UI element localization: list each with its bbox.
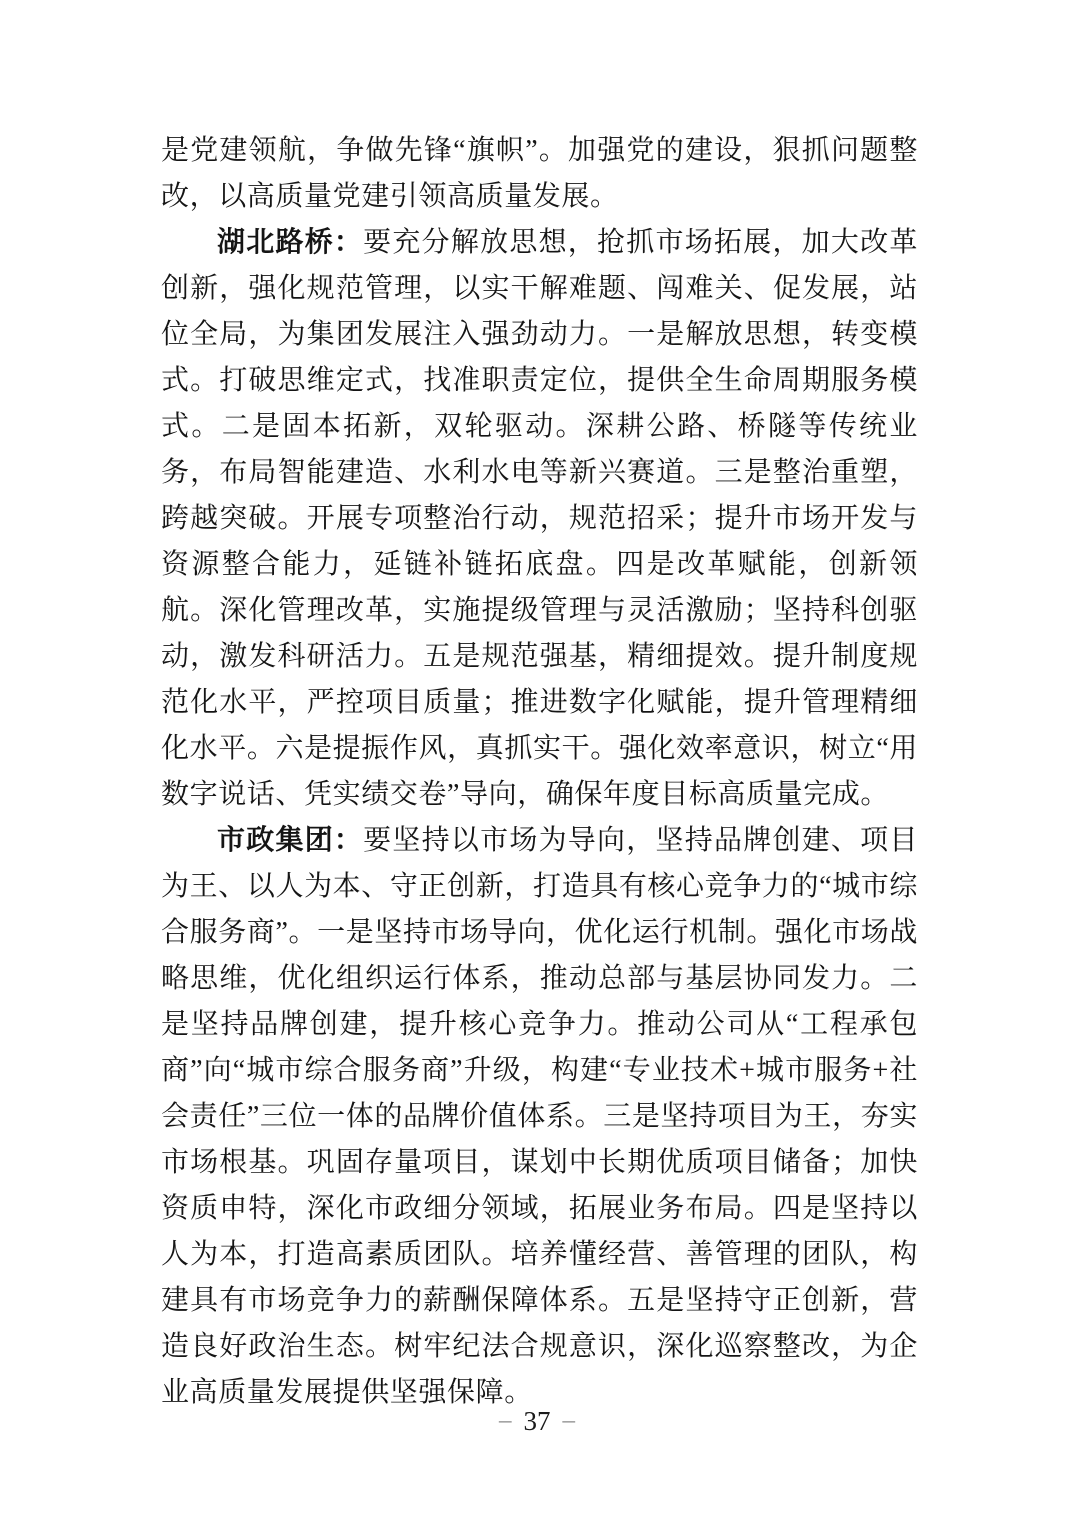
page-number-right-dash: – (562, 1407, 575, 1434)
paragraph (161, 128, 918, 220)
paragraph-text: 要充分解放思想，抢抓市场拓展，加大改革创新，强化规范管理，以实干解难题、闯难关、促发展，站位全局，为集团发展注入强劲动力。一是解放思想，转变模式。打破思维定式，找准职责定位，提供全生命周期服务模式。二是固本拓新，双轮驱动。深耕公路、桥隧等传统业务，布局智能建造、水利水电等新兴赛道。三是整治重塑，跨越突破。开展专项整治行动，规范招采；提升市场开发与资源整合能力，延链补链拓底盘。四是改革赋能，创新领航。深化管理改革，实施提级管理与灵活激励；坚持科创驱动，激发科研活力。五是规范强基，精细提效。提升制度规范化水平，严控项目质量；推进数字化赋能，提升管理精细化水平。六是提振作风，真抓实干。强化效率意识，树立“用数字说话、凭实绩交卷”导向，确保年度目标高质量完成。 (161, 227, 918, 810)
paragraph-lead: 湖北路桥： (217, 227, 364, 258)
page-number: 37 (523, 1406, 551, 1436)
paragraph (161, 818, 918, 1416)
page-number-left-dash: – (499, 1407, 512, 1434)
document-body (161, 128, 918, 1416)
paragraph-text: 是党建领航，争做先锋“旗帜”。加强党的建设，狠抓问题整改，以高质量党建引领高质量发展。 (161, 135, 918, 212)
paragraph (161, 220, 918, 818)
page-footer (0, 1406, 1074, 1437)
paragraph-text: 要坚持以市场为导向，坚持品牌创建、项目为王、以人为本、守正创新，打造具有核心竞争力的“城市综合服务商”。一是坚持市场导向，优化运行机制。强化市场战略思维，优化组织运行体系，推动总部与基层协同发力。二是坚持品牌创建，提升核心竞争力。推动公司从“工程承包商”向“城市综合服务商”升级，构建“专业技术+城市服务+社会责任”三位一体的品牌价值体系。三是坚持项目为王，夯实市场根基。巩固存量项目，谋划中长期优质项目储备；加快资质申特，深化市政细分领域，拓展业务布局。四是坚持以人为本，打造高素质团队。培养懂经营、善管理的团队，构建具有市场竞争力的薪酬保障体系。五是坚持守正创新，营造良好政治生态。树牢纪法合规意识，深化巡察整改，为企业高质量发展提供坚强保障。 (161, 825, 918, 1408)
paragraph-lead: 市政集团： (217, 825, 364, 856)
